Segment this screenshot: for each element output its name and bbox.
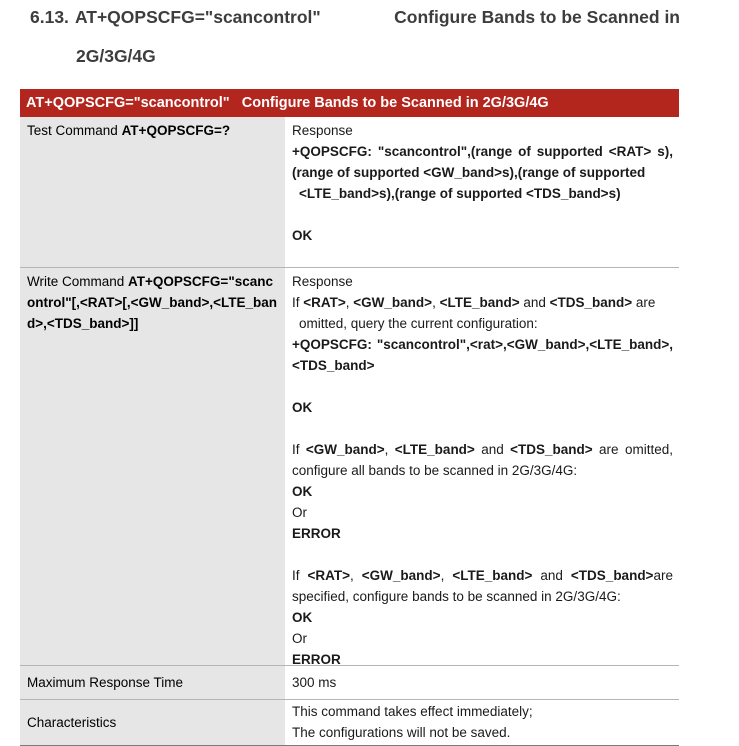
section-title-part2: 2G/3G/4G [76, 46, 156, 66]
table-row-write [20, 268, 679, 666]
write-p2: If <GW_band>, <LTE_band> and <TDS_band> are omitted, configure all bands to be scanned in 2G/3G/4G: [292, 442, 673, 478]
write-p2-error: ERROR [292, 526, 341, 541]
max-response-value-cell [285, 666, 679, 699]
table-header-title: Configure Bands to be Scanned in 2G/3G/4G [241, 95, 549, 111]
characteristics-value-cell [285, 700, 679, 745]
section-number: 6.13. [30, 7, 69, 27]
test-response-label: Response [292, 123, 353, 138]
max-response-value: 300 ms [292, 675, 337, 690]
test-r1-rat: <RAT> [608, 144, 652, 159]
characteristics-line1: This command takes effect immediately; [292, 704, 533, 719]
characteristics-label: Characteristics [27, 715, 117, 730]
test-command-syntax: AT+QOPSCFG=? [121, 123, 231, 138]
write-p2-or: Or [292, 505, 307, 520]
table-header-command: AT+QOPSCFG="scancontrol" [26, 95, 230, 111]
test-r2-tds: <TDS_band> [526, 186, 609, 201]
section-title-part1: Configure Bands to be Scanned in [394, 7, 680, 27]
table-header [20, 89, 679, 117]
max-response-label: Maximum Response Time [27, 675, 184, 690]
section-command: AT+QOPSCFG="scancontrol" [74, 7, 321, 27]
test-r1-c: s),(range of supported [502, 165, 646, 180]
test-r2-a: s),(range of supported [379, 186, 527, 201]
write-response-cell [285, 268, 679, 665]
table-row-characteristics [20, 700, 679, 746]
write-p1-response: +QOPSCFG: "scancontrol",<rat>,<GW_band>,<LTE_band>,<TDS_band> [292, 337, 673, 373]
test-command-cell [20, 117, 285, 267]
table-row-max-response [20, 666, 679, 700]
test-command-label: Test Command [27, 123, 118, 138]
test-r1-b: s),(range of supported [292, 144, 673, 180]
write-command-label: Write Command [27, 274, 125, 289]
write-p3-or: Or [292, 631, 307, 646]
write-p1-ok: OK [292, 400, 313, 415]
test-ok: OK [292, 228, 313, 243]
write-p1: If <RAT>, <GW_band>, <LTE_band> and <TDS_band> are [292, 295, 656, 310]
write-command-cell [20, 268, 285, 665]
table-row-test [20, 117, 679, 268]
test-response-text [292, 141, 673, 204]
test-r1-a: +QOPSCFG: "scancontrol",(range of supported [292, 144, 609, 159]
write-response-label: Response [292, 274, 353, 289]
max-response-label-cell [20, 666, 285, 699]
test-r2-b: s) [608, 186, 621, 201]
test-response-cell [285, 117, 679, 267]
section-heading [30, 5, 680, 66]
write-command-syntax: AT+QOPSCFG="scancontrol"[,<RAT>[,<GW_band>,<LTE_band>,<TDS_band>]] [27, 274, 278, 331]
characteristics-label-cell [20, 700, 285, 745]
characteristics-line2: The configurations will not be saved. [292, 725, 511, 740]
test-r2-lte: <LTE_band> [299, 186, 380, 201]
write-p3-error: ERROR [292, 652, 341, 667]
command-table [20, 89, 679, 746]
write-p1-tail: omitted, query the current configuration: [299, 316, 538, 331]
test-r1-gw: <GW_band> [423, 165, 503, 180]
write-p3-ok: OK [292, 610, 313, 625]
write-p3: If <RAT>, <GW_band>, <LTE_band> and <TDS_band>are specified, configure bands to be scanned in 2G/3G/4G: [292, 568, 673, 604]
write-p2-ok: OK [292, 484, 313, 499]
